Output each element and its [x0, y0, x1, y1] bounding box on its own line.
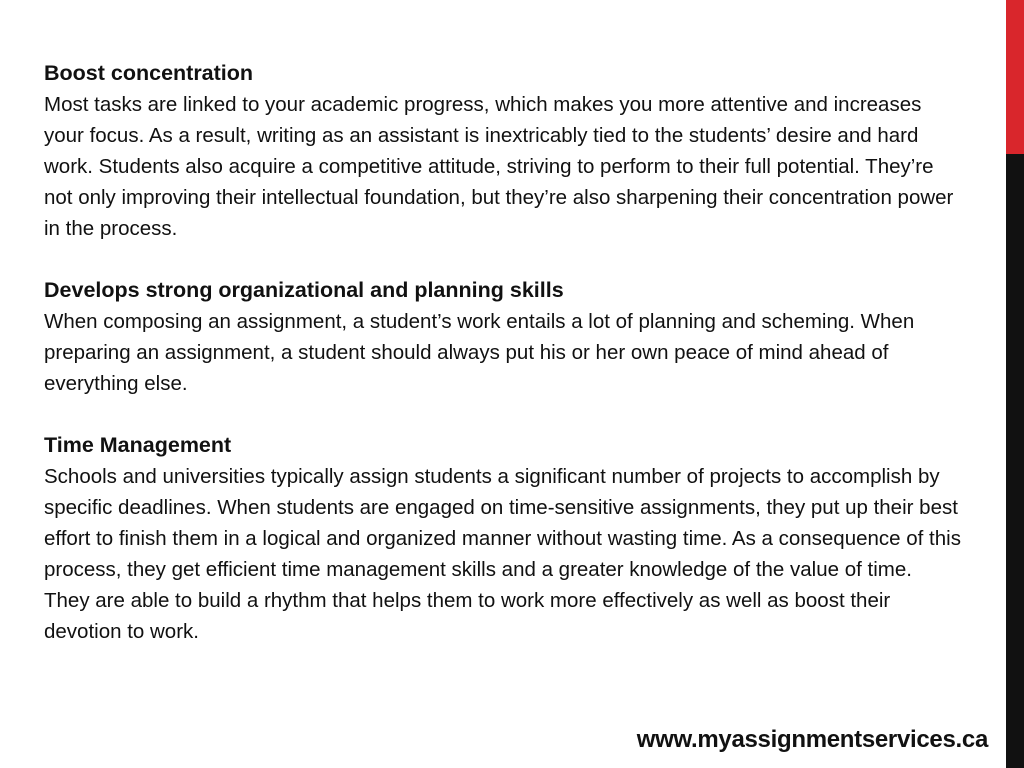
accent-bar	[1006, 0, 1024, 768]
section-heading: Time Management	[44, 433, 232, 457]
footer-website-url[interactable]: www.myassignmentservices.ca	[636, 726, 988, 753]
section-organizational-planning	[44, 275, 962, 399]
section-heading: Boost concentration	[44, 61, 254, 85]
slide-content	[44, 58, 962, 678]
section-boost-concentration	[44, 58, 962, 244]
section-heading: Develops strong organizational and planning skills	[44, 278, 564, 302]
section-body: When composing an assignment, a student’s work entails a lot of planning and scheming. When preparing an assignment, a student should always put his or her own peace of mind ahead of everything else.	[44, 310, 915, 395]
accent-bar-red	[1006, 0, 1024, 154]
section-time-management	[44, 430, 962, 647]
section-body: Schools and universities typically assign students a significant number of projects to accomplish by specific deadlines. When students are engaged on time-sensitive assignments, they put up their best effort to finish them in a logical and organized manner without wasting time. As a consequence of this process, they get efficient time management skills and a greater knowledge of the value of time. They are able to build a rhythm that helps them to work more effectively as well as boost their devotion to work.	[44, 465, 961, 643]
accent-bar-black	[1006, 154, 1024, 768]
section-body: Most tasks are linked to your academic progress, which makes you more attentive and increases your focus. As a result, writing as an assistant is inextricably tied to the students’ desire and hard work. Students also acquire a competitive attitude, striving to perform to their full potential. They’re not only improving their intellectual foundation, but they’re also sharpening their concentration power in the process.	[44, 93, 954, 240]
